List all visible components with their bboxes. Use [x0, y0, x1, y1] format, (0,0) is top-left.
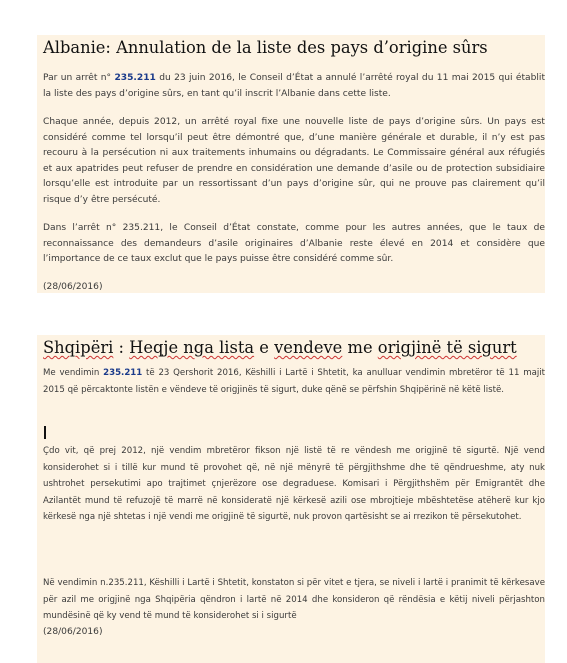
title-word-e: e	[254, 338, 275, 357]
albanian-paragraph-1[interactable]	[43, 365, 545, 398]
albanian-paragraph-3[interactable]: Në vendimin n.235.211, Këshilli i Lartë i Shtetit, konstaton si për vitet e tjera, se niveli i lartë i pranimit të kërkesave për azil me origjinë nga Shqipëria qëndron i lartë në 2014 dhe konsideron që rëndësia e këtij niveli përjashton mundësinë që ky vend të mund të konsiderohet si i sigurtë	[43, 578, 545, 621]
title-word-vendeve: vendeve	[274, 338, 343, 357]
albanian-article	[37, 335, 545, 663]
title-word-shqiperi: Shqipëri	[43, 338, 114, 357]
albanian-date: (28/06/2016)	[43, 627, 103, 637]
french-p1-text-after: du 23 juin 2016, le Conseil d’État a annulé l’arrêté royal du 11 mai 2015 qui établit la liste des pays d’origine sûrs, en tant qu’il inscrit l’Albanie dans cette liste.	[43, 73, 546, 99]
text-cursor	[44, 426, 46, 439]
french-p1-text-before: Par un arrêt n°	[43, 73, 115, 83]
french-paragraph-2: Chaque année, depuis 2012, un arrêté royal fixe une nouvelle liste de pays d’origine sûrs. Un pays est considéré comme tel lorsqu’il peut être démontré que, d’une manière générale et durable, il n’y est pas recouru à la persécution ni aux traitements inhumains ou dégradants. Le Commissaire général aux réfugiés et aux apatrides peut refuser de prendre en considération une demande d’asile ou de protection subsidiaire lorsqu’elle est introduite par un ressortissant d’un pays d’origine sûr, qui ne prouve pas clairement qu’il risque d’y être persécuté.	[43, 117, 545, 205]
title-separator: :	[113, 338, 130, 357]
albanian-paragraph-2[interactable]: Çdo vit, që prej 2012, një vendim mbretëror fikson një listë të re vëndesh me origjinë të sigurtë. Një vend konsiderohet si i tillë kur mund të provohet që, në një mënyrë të përgjithshme dhe të qëndrueshme, aty nuk ushtrohet persekutimi apo trajtimet çnjerëzore ose degraduese. Komisari i Përgjithshëm për Emigrantët dhe Azilantët mund të refuzojë të marrë në konsideratë një kërkesë azili ose mbrojtieje mbështetëse atëherë kur kjo kërkesë nga një shtetas i një vendi me origjinë të sigurtë, nuk provon qartësisht se ai rrezikon të përsekutohet.	[43, 446, 545, 522]
albanian-article-title	[43, 338, 517, 357]
french-paragraph-1	[43, 71, 545, 102]
french-date: (28/06/2016)	[43, 282, 103, 292]
albanian-vendim-link[interactable]: 235.211	[103, 368, 143, 378]
french-article-title: Albanie: Annulation de la liste des pays d’origine sûrs	[43, 38, 488, 57]
french-paragraph-3: Dans l’arrêt n° 235.211, le Conseil d’État constate, comme pour les autres années, que le taux de reconnaissance des demandeurs d’asile originaires d’Albanie reste élevé en 2014 et considère que l’importance de ce taux exclut que le pays puisse être considéré comme sûr.	[43, 223, 545, 265]
title-words-origjine: origjinë të sigurt	[377, 338, 517, 357]
french-article	[37, 35, 545, 293]
albanian-p1-text-before: Me vendimin	[43, 368, 104, 378]
title-words-heqje: Heqje nga lista	[129, 338, 255, 357]
albanian-p1-text-after: të 23 Qershorit 2016, Këshilli i Lartë i Shtetit, ka anulluar vendimin mbretëror të 11 majit 2015 që përcaktonte listën e vëndeve të origjinës të sigurt, duke qënë se përfshin Shqipërinë në këtë listë.	[43, 368, 545, 395]
french-arret-link[interactable]: 235.211	[114, 73, 156, 83]
title-word-me: me	[342, 338, 378, 357]
